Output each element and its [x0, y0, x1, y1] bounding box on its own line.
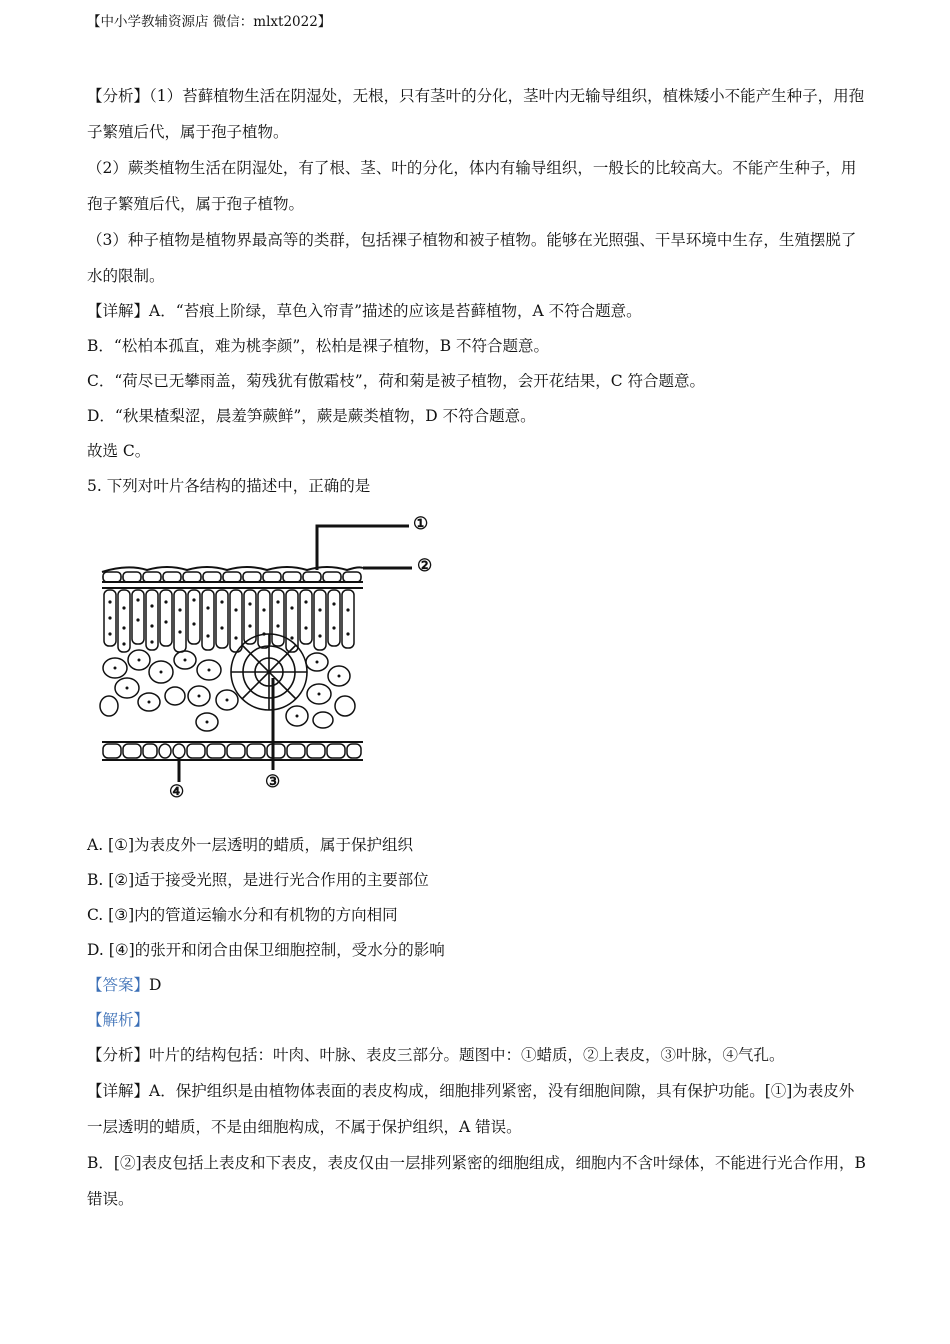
- explain-tag: 【解析】: [87, 1011, 150, 1029]
- analysis-paragraph-3: （3）种子植物是植物界最高等的类群，包括裸子植物和被子植物。能够在光照强、干旱环境中生存，生殖摆脱了水的限制。: [87, 231, 857, 285]
- detail-b: B．“松柏本孤直，难为桃李颜”，松柏是裸子植物，B 不符合题意。: [87, 337, 550, 355]
- label-2: ②: [417, 556, 433, 576]
- label-3: ③: [265, 772, 281, 792]
- detail-a: 【详解】A．“苔痕上阶绿，草色入帘青”描述的应该是苔藓植物，A 不符合题意。: [87, 302, 642, 320]
- question-stem: 5. 下列对叶片各结构的描述中，正确的是: [87, 477, 371, 495]
- answer-line: [87, 968, 867, 1003]
- option-a: A. [①]为表皮外一层透明的蜡质，属于保护组织: [87, 836, 414, 854]
- answer-value: D: [149, 976, 162, 994]
- answer-tag: 【答案】: [87, 976, 150, 994]
- document-body: [87, 78, 867, 1217]
- detail-d: D．“秋果楂梨涩，晨羞笋蕨鲜”，蕨是蕨类植物，D 不符合题意。: [87, 407, 536, 425]
- q-detail-a: 【详解】A．保护组织是由植物体表面的表皮构成，细胞排列紧密，没有细胞间隙，具有保护功能。[①]为表皮外一层透明的蜡质，不是由细胞构成，不属于保护组织，A 错误。: [87, 1082, 855, 1136]
- option-c: C. [③]内的管道运输水分和有机物的方向相同: [87, 906, 398, 924]
- q-analysis: 【分析】叶片的结构包括：叶肉、叶脉、表皮三部分。题图中：①蜡质，②上表皮，③叶脉，④气孔。: [87, 1046, 785, 1064]
- conclusion: 故选 C。: [87, 442, 151, 460]
- detail-c: C．“荷尽已无攀雨盖，菊残犹有傲霜枝”，荷和菊是被子植物，会开花结果，C 符合题意。: [87, 372, 705, 390]
- option-b: B. [②]适于接受光照，是进行光合作用的主要部位: [87, 871, 429, 889]
- label-1: ①: [413, 514, 429, 534]
- leaf-cross-section-figure: [87, 510, 467, 820]
- label-4: ④: [169, 782, 185, 802]
- q-detail-b: B．[②]表皮包括上表皮和下表皮，表皮仅由一层排列紧密的细胞组成，细胞内不含叶绿体，不能进行光合作用，B 错误。: [87, 1154, 866, 1208]
- options-list: [87, 828, 867, 968]
- analysis-paragraph-1: 【分析】（1）苔藓植物生活在阴湿处，无根，只有茎叶的分化，茎叶内无输导组织，植株矮小不能产生种子，用孢子繁殖后代，属于孢子植物。: [87, 87, 865, 141]
- analysis-paragraph-2: （2）蕨类植物生活在阴湿处，有了根、茎、叶的分化，体内有输导组织，一般长的比较高大。不能产生种子，用孢子繁殖后代，属于孢子植物。: [87, 159, 857, 213]
- option-d: D. [④]的张开和闭合由保卫细胞控制，受水分的影响: [87, 941, 445, 959]
- page-header: 【中小学教辅资源店 微信：mlxt2022】: [87, 14, 332, 30]
